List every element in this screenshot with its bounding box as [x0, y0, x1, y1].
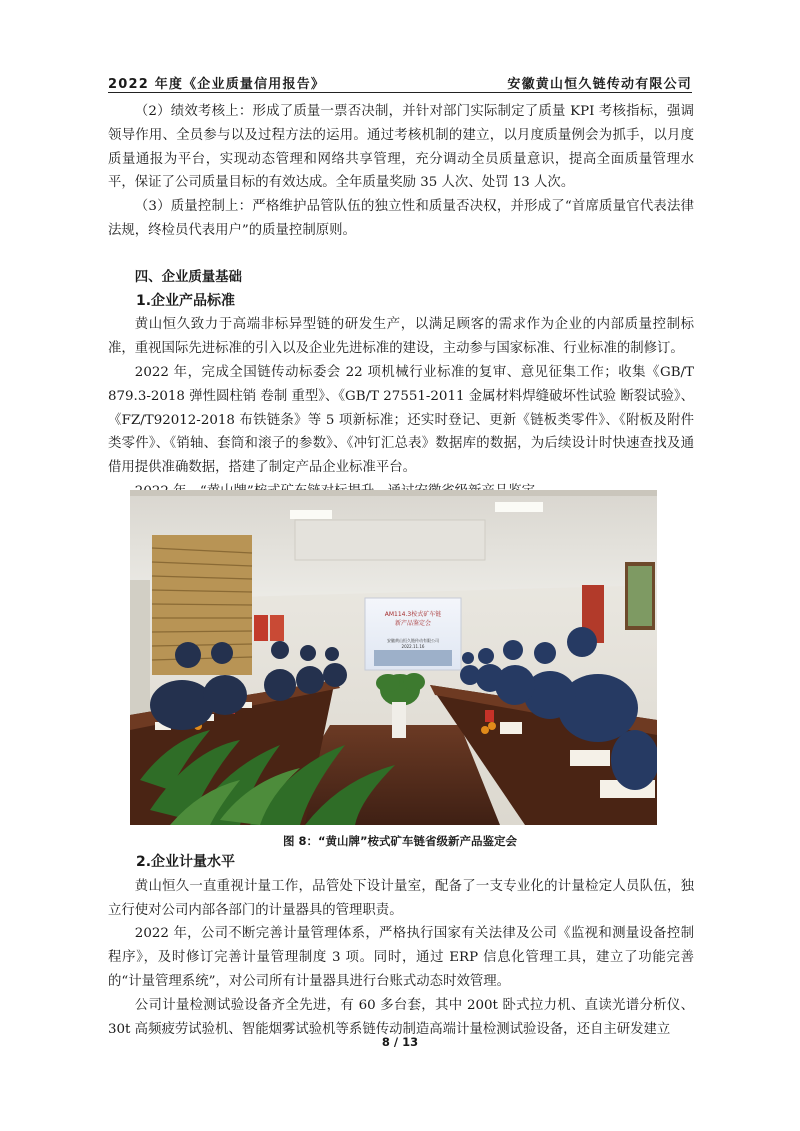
subheading-measurement-level: 2.企业计量水平: [136, 854, 236, 870]
page-header: [108, 74, 692, 92]
screen-title-line1: AM114.3桉式矿车链: [384, 611, 442, 618]
paragraph-measurement-equipment: 公司计量检测试验设备齐全先进，有 60 多台套，其中 200t 卧式拉力机、直读光谱分析仪、30t 高频疲劳试验机、智能烟雾试验机等系链传动制造高端计量检测试验设备，还自主研发建立: [108, 997, 694, 1037]
meeting-photo: [130, 490, 657, 825]
header-company-name: 安徽黄山恒久链传动有限公司: [507, 77, 692, 92]
body-text-lower: [108, 851, 694, 1041]
paragraph-performance-assessment: （2）绩效考核上：形成了质量一票否决制，并针对部门实际制定了质量 KPI 考核指标，强调领导作用、全员参与以及过程方法的运用。通过考核机制的建立，以月度质量例会为抓手，以月度质量通报为平台，实现动态管理和网络共享管理，充分调动全员质量意识，提高全面质量管理水平，保证了公司质量目标的有效达成。全年质量奖励 35 人次、处罚 13 人次。: [108, 104, 694, 191]
paragraph-quality-control: （3）质量控制上：严格维护品管队伍的独立性和质量否决权，并形成了“首席质量官代表法律法规，终检员代表用户”的质量控制原则。: [108, 199, 694, 238]
spacer: [108, 243, 694, 266]
screen-date: 2022.11.16: [401, 644, 425, 649]
screen-title-line2: 新产品鉴定会: [394, 620, 432, 627]
section-heading-quality-foundation: 四、企业质量基础: [134, 269, 242, 285]
screen-company: 安徽黄山恒久链传动有限公司: [387, 638, 439, 643]
figure-caption: 图 8：“黄山牌”桉式矿车链省级新产品鉴定会: [282, 834, 518, 848]
paragraph-measurement-2022: 2022 年，公司不断完善计量管理体系，严格执行国家有关法律及公司《监视和测量设备控制程序》，及时修订完善计量管理制度 3 项。同时，通过 ERP 信息化管理工具，建立了功能完善的“计量管理系统”，对公司所有计量器具进行台账式动态时效管理。: [108, 926, 694, 989]
paragraph-measurement-intro: 黄山恒久一直重视计量工作，品管处下设计量室，配备了一支专业化的计量检定人员队伍，独立行使对公司内部各部门的计量器具的管理职责。: [108, 878, 694, 918]
page-number: 8 / 13: [381, 1035, 419, 1049]
subheading-product-standards: 1.企业产品标准: [136, 292, 236, 309]
paragraph-standards-intro: 黄山恒久致力于高端非标异型链的研发生产，以满足顾客的需求作为企业的内部质量控制标准，重视国际先进标准的引入以及企业先进标准的建设，主动参与国家标准、行业标准的制修订。: [108, 317, 694, 357]
paragraph-standards-2022: 2022 年，完成全国链传动标委会 22 项机械行业标准的复审、意见征集工作；收集《GB/T 879.3-2018 弹性圆柱销 卷制 重型》、《GB/T 27551-2011 金属材料焊缝破坏性试验 断裂试验》、《FZ/T92012-2018 布铁链条》等 5 项新标准；还实时登记、更新《链板类零件》、《附板及附件类零件》、《销轴、套筒和滚子的参数》、《冲钉汇总表》数据库的数据，为后续设计时快速查找及通借用提供准确数据，搭建了制定产品企业标准平台。: [108, 364, 694, 476]
header-report-title: 2022 年度《企业质量信用报告》: [108, 77, 326, 92]
header-divider: [108, 92, 692, 93]
body-text-upper: [108, 100, 694, 504]
